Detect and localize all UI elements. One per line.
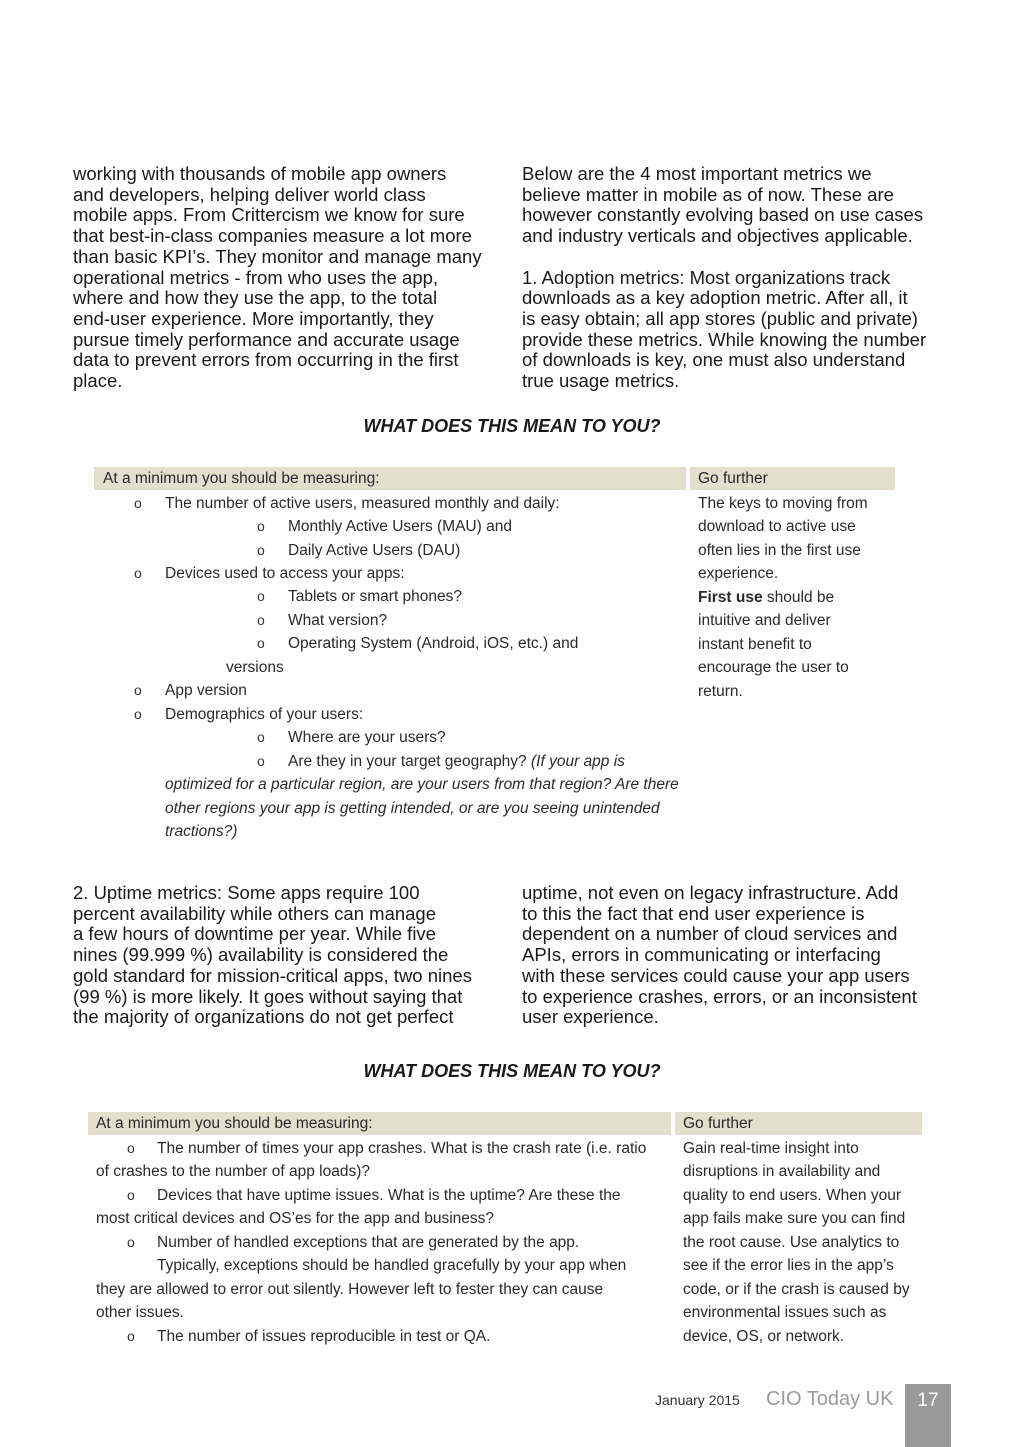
table-cell-text: other issues. xyxy=(96,1304,184,1321)
section-heading-1: WHAT DOES THIS MEAN TO YOU? xyxy=(363,416,661,436)
text-line: working with thousands of mobile app owners xyxy=(73,163,447,184)
bullet-icon: o xyxy=(134,495,142,511)
table-cell-text: app fails make sure you can find xyxy=(683,1210,906,1227)
text-line: and industry verticals and objectives applicable. xyxy=(522,225,913,247)
table-cell-text: The number of times your app crashes. What is the crash rate (i.e. ratio xyxy=(157,1140,647,1157)
table-cell-text: should be xyxy=(762,589,835,606)
intro-right-column xyxy=(522,164,962,392)
text-line: the majority of organizations do not get perfect xyxy=(73,1006,454,1028)
table-cell-text: encourage the user to xyxy=(698,659,849,676)
table-cell-text: The number of issues reproducible in test or QA. xyxy=(157,1328,491,1345)
text-line: operational metrics - from who uses the app, xyxy=(73,266,439,288)
text-line: (99 %) is more likely. It goes without saying that xyxy=(73,985,463,1007)
text-line: percent availability while others can manage xyxy=(73,902,437,924)
text-line: mobile apps. From Crittercism we know for sure xyxy=(73,204,465,226)
table-cell-text: quality to end users. When your xyxy=(683,1187,901,1204)
table-cell-text: disruptions in availability and xyxy=(683,1163,881,1180)
table-cell-text: Devices that have uptime issues. What is the uptime? Are these the xyxy=(157,1187,621,1204)
bullet-icon: o xyxy=(127,1234,135,1250)
text-line: is easy obtain; all app stores (public and private) xyxy=(522,307,918,329)
text-line: 2. Uptime metrics: Some apps require 100 xyxy=(73,882,420,903)
text-line: with these services could cause your app users xyxy=(522,964,910,986)
text-line: than basic KPI’s. They monitor and manage many xyxy=(73,245,482,267)
bullet-icon: o xyxy=(127,1140,135,1156)
bullet-icon: o xyxy=(134,565,142,581)
text-line: that best-in-class companies measure a lot more xyxy=(73,225,472,247)
table-cell-text: the root cause. Use analytics to xyxy=(683,1234,900,1251)
table-cell-text: App version xyxy=(165,682,247,699)
table-cell-text: return. xyxy=(698,683,743,700)
table-cell-text: optimized for a particular region, are your users from that region? Are there xyxy=(165,776,679,793)
table-cell-text: Typically, exceptions should be handled gracefully by your app when xyxy=(157,1257,627,1274)
table-cell-text: Are they in your target geography? xyxy=(288,753,527,770)
table-cell-text: Where are your users? xyxy=(288,729,446,746)
intro-left-column xyxy=(73,164,513,392)
table-cell-bold: First use xyxy=(698,589,763,606)
table-cell-text: see if the error lies in the app’s xyxy=(683,1257,894,1274)
bullet-icon: o xyxy=(257,729,265,745)
table-cell-text: device, OS, or network. xyxy=(683,1328,845,1345)
bullet-icon: o xyxy=(257,753,265,769)
table-cell-text: instant benefit to xyxy=(698,636,812,653)
footer-publication: CIO Today UK xyxy=(766,1388,894,1410)
table-cell-text: Daily Active Users (DAU) xyxy=(288,542,461,559)
text-line: gold standard for mission-critical apps, two nines xyxy=(73,964,472,986)
uptime-right-column xyxy=(522,883,962,1028)
bullet-icon: o xyxy=(257,542,265,558)
text-line: place. xyxy=(73,370,123,392)
table-cell-italic: (If your app is xyxy=(531,753,625,770)
text-line: however constantly evolving based on use cases xyxy=(522,204,924,226)
text-line: user experience. xyxy=(522,1006,659,1028)
table-cell-text: versions xyxy=(226,659,284,676)
table-cell-text: Demographics of your users: xyxy=(165,706,364,723)
table-cell-text: Gain real-time insight into xyxy=(683,1140,859,1157)
uptime-left-column xyxy=(73,883,513,1028)
table-cell-text: often lies in the first use xyxy=(698,542,861,559)
text-line: dependent on a number of cloud services and xyxy=(522,923,898,945)
table-cell-text: download to active use xyxy=(698,518,856,535)
bullet-icon: o xyxy=(257,518,265,534)
text-line: where and how they use the app, to the total xyxy=(73,287,438,309)
text-line: a few hours of downtime per year. While five xyxy=(73,923,436,945)
text-line: pursue timely performance and accurate usage xyxy=(73,328,460,350)
table-cell-text xyxy=(698,586,834,609)
page-number: 17 xyxy=(905,1384,951,1447)
text-line: and developers, helping deliver world class xyxy=(73,183,426,205)
text-line: true usage metrics. xyxy=(522,370,680,392)
table-cell-text: Monthly Active Users (MAU) and xyxy=(288,518,512,535)
text-line: to experience crashes, errors, or an inconsistent xyxy=(522,985,917,1007)
table-cell-text: intuitive and deliver xyxy=(698,612,831,629)
text-line: believe matter in mobile as of now. These are xyxy=(522,183,894,205)
bullet-icon: o xyxy=(127,1187,135,1203)
text-line: to this the fact that end user experience is xyxy=(522,902,865,924)
text-line: of downloads is key, one must also understand xyxy=(522,349,906,371)
text-line: nines (99.999 %) availability is considered the xyxy=(73,944,449,966)
table-cell-text xyxy=(288,750,625,773)
table-cell-text: experience. xyxy=(698,565,779,582)
text-line: downloads as a key adoption metric. After all, it xyxy=(522,287,908,309)
table-cell-text: other regions your app is getting intended, or are you seeing unintended xyxy=(165,800,660,817)
table-cell-text: most critical devices and OS’es for the app and business? xyxy=(96,1210,495,1227)
table-cell-text: The keys to moving from xyxy=(698,495,868,512)
table-cell-text: The number of active users, measured monthly and daily: xyxy=(165,495,560,512)
table-cell-text: environmental issues such as xyxy=(683,1304,887,1321)
bullet-icon: o xyxy=(257,588,265,604)
text-line: uptime, not even on legacy infrastructure. Add xyxy=(522,882,899,903)
bullet-icon: o xyxy=(257,635,265,651)
text-line: end-user experience. More importantly, they xyxy=(73,307,434,329)
table-cell-text: they are allowed to error out silently. However left to fester they can cause xyxy=(96,1281,604,1298)
section-heading-2: WHAT DOES THIS MEAN TO YOU? xyxy=(363,1061,661,1081)
table-cell-text: What version? xyxy=(288,612,388,629)
text-line: APIs, errors in communicating or interfacing xyxy=(522,944,881,966)
text-line: data to prevent errors from occurring in the first xyxy=(73,349,459,371)
text-line: Below are the 4 most important metrics we xyxy=(522,163,872,184)
bullet-icon: o xyxy=(134,706,142,722)
table-cell-text: Operating System (Android, iOS, etc.) and xyxy=(288,635,579,652)
table-header-right: Go further xyxy=(690,467,895,490)
table-cell-text: of crashes to the number of app loads)? xyxy=(96,1163,370,1180)
table-header-right: Go further xyxy=(675,1112,922,1135)
table-header-left: At a minimum you should be measuring: xyxy=(88,1112,671,1135)
bullet-icon: o xyxy=(257,612,265,628)
bullet-icon: o xyxy=(134,682,142,698)
table-cell-text: code, or if the crash is caused by xyxy=(683,1281,910,1298)
text-line: 1. Adoption metrics: Most organizations track xyxy=(522,266,891,288)
table-cell-text: Devices used to access your apps: xyxy=(165,565,405,582)
bullet-icon: o xyxy=(127,1328,135,1344)
table-cell-text: tractions?) xyxy=(165,823,238,840)
table-header-left: At a minimum you should be measuring: xyxy=(94,467,686,490)
table-cell-text: Number of handled exceptions that are generated by the app. xyxy=(157,1234,580,1251)
text-line: provide these metrics. While knowing the number xyxy=(522,328,927,350)
footer-date: January 2015 xyxy=(655,1392,740,1408)
table-cell-text: Tablets or smart phones? xyxy=(288,588,463,605)
